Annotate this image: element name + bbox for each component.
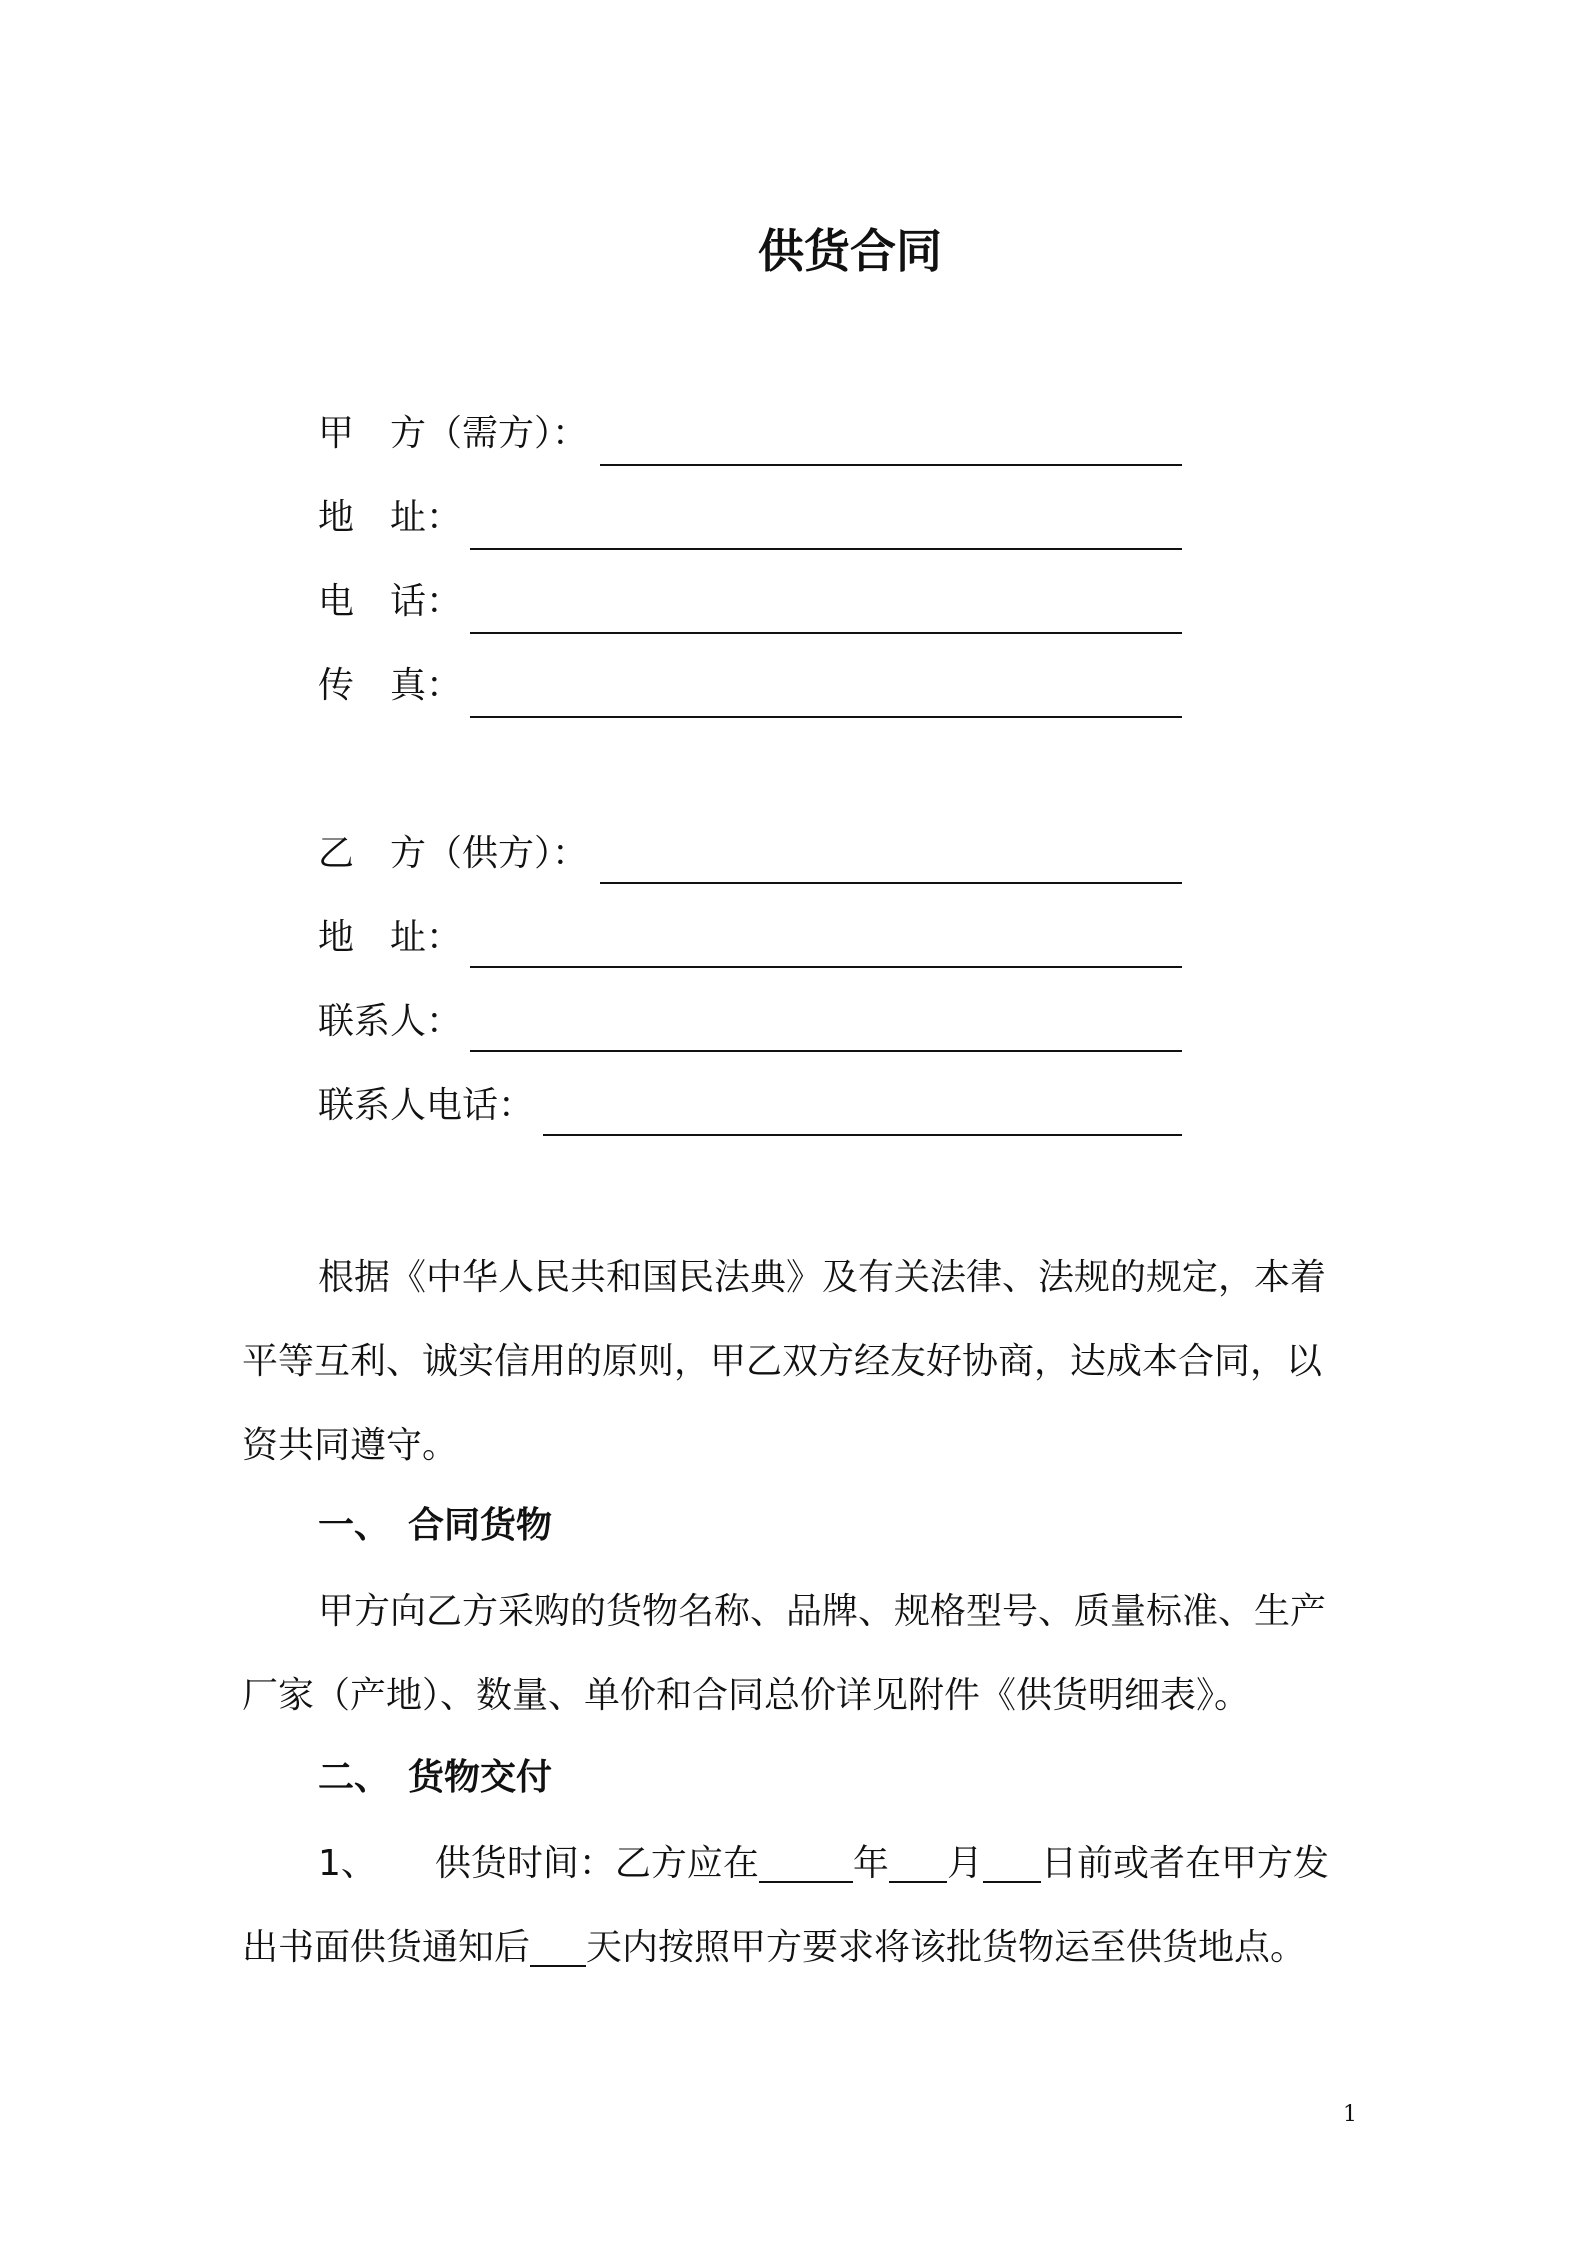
party-b-address-label: 地 址： bbox=[318, 917, 463, 958]
clause-1-text-end: 天内按照甲方要求将该批货物运至供货地点。 bbox=[586, 1927, 1307, 1968]
party-b-contact-phone-field[interactable] bbox=[543, 1134, 1182, 1136]
party-a-address-label: 地 址： bbox=[318, 497, 463, 538]
party-a-fax-field[interactable] bbox=[470, 716, 1182, 718]
section-2-clause-1 bbox=[242, 1822, 1354, 1990]
year-blank[interactable] bbox=[759, 1845, 853, 1883]
party-b-contact-label: 联系人： bbox=[318, 1001, 463, 1042]
party-b-contact-field[interactable] bbox=[470, 1050, 1182, 1052]
party-a-phone-field[interactable] bbox=[470, 632, 1182, 634]
days-blank[interactable] bbox=[530, 1929, 586, 1967]
month-blank[interactable] bbox=[889, 1845, 947, 1883]
party-a-name-field[interactable] bbox=[600, 464, 1182, 466]
day-blank[interactable] bbox=[983, 1845, 1041, 1883]
year-label: 年 bbox=[852, 1843, 889, 1884]
section-2-heading: 二、 货物交付 bbox=[318, 1757, 553, 1798]
document-title: 供货合同 bbox=[758, 224, 942, 278]
section-1-body: 甲方向乙方采购的货物名称、品牌、规格型号、质量标准、生产厂家（产地）、数量、单价和合同总价详见附件《供货明细表》。 bbox=[242, 1591, 1327, 1716]
party-b-contact-phone-label: 联系人电话： bbox=[318, 1085, 535, 1126]
party-b-name-label: 乙 方（供方）： bbox=[318, 833, 589, 874]
clause-1-text-start: 供货时间：乙方应在 bbox=[434, 1843, 759, 1884]
party-a-phone-label: 电 话： bbox=[318, 581, 463, 622]
party-a-address-field[interactable] bbox=[470, 548, 1182, 550]
section-1-heading: 一、 合同货物 bbox=[318, 1505, 553, 1546]
clause-1-text-middle: 日前或者在甲方发出书面供货通知后 bbox=[242, 1843, 1329, 1968]
month-label: 月 bbox=[946, 1843, 983, 1884]
party-a-fax-label: 传 真： bbox=[318, 665, 463, 706]
preamble-paragraph: 根据《中华人民共和国民法典》及有关法律、法规的规定，本着平等互利、诚实信用的原则，甲乙双方经友好协商，达成本合同，以资共同遵守。 bbox=[242, 1257, 1327, 1466]
clause-1-number: 1、 bbox=[318, 1843, 377, 1884]
party-a-name-label: 甲 方（需方）： bbox=[318, 413, 589, 454]
page-number: 1 bbox=[1343, 2102, 1357, 2127]
party-b-name-field[interactable] bbox=[600, 882, 1182, 884]
party-b-address-field[interactable] bbox=[470, 966, 1182, 968]
